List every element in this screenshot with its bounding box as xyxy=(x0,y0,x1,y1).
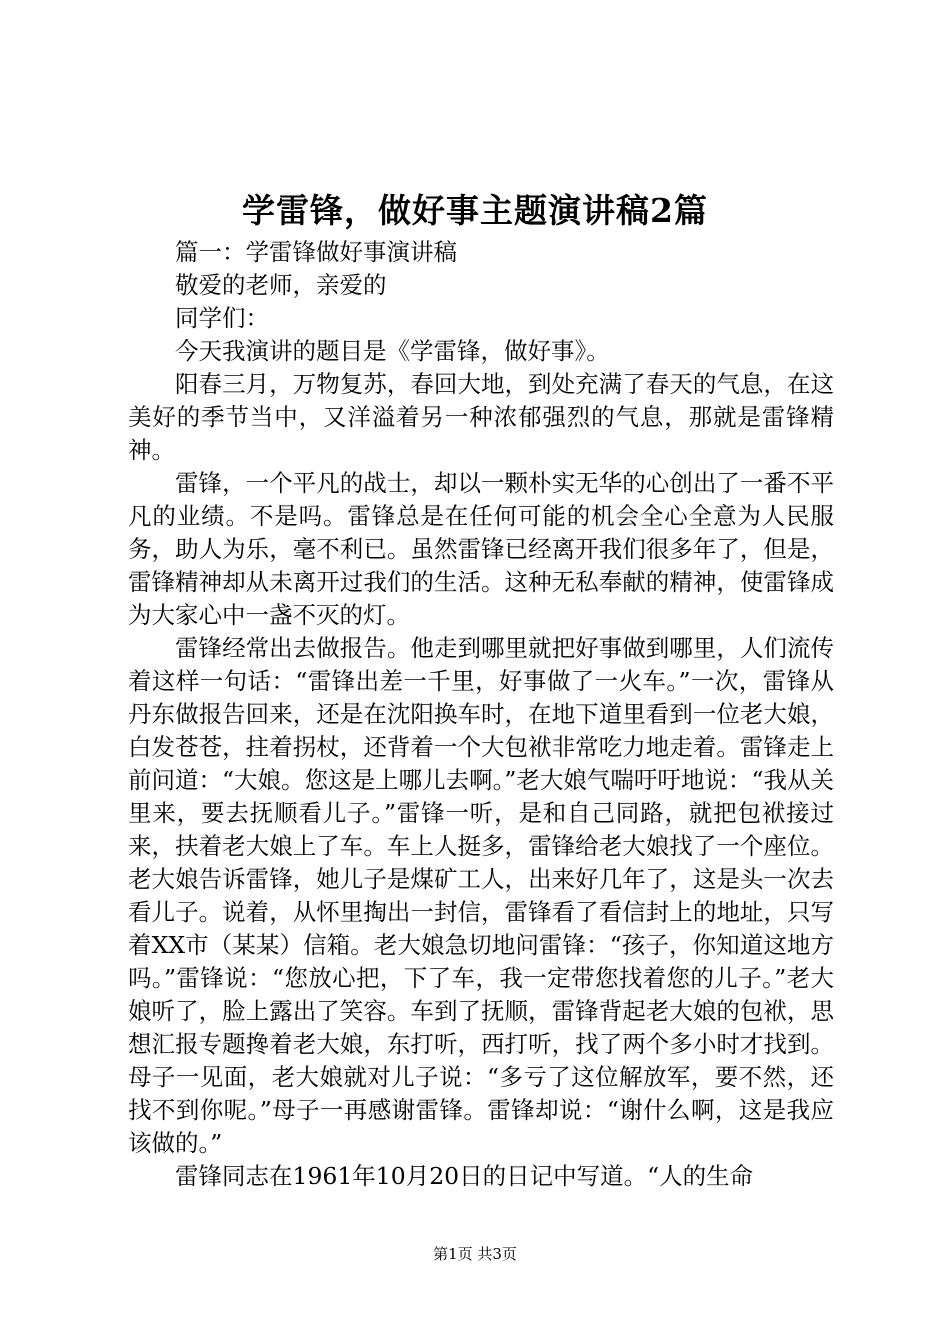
document-body xyxy=(128,236,834,1193)
paragraph: 阳春三月，万物复苏，春回大地，到处充满了春天的气息，在这美好的季节当中，又洋溢着另一种浓郁强烈的气息，那就是雷锋精神。 xyxy=(128,370,834,464)
paragraph: 雷锋，一个平凡的战士，却以一颗朴实无华的心创出了一番不平凡的业绩。不是吗。雷锋总是在任何可能的机会全心全意为人民服务，助人为乐，毫不利已。虽然雷锋已经离开我们很多年了，但是，雷锋精神却从未离开过我们的生活。这种无私奉献的精神，使雷锋成为大家心中一盏不灭的灯。 xyxy=(128,469,834,629)
paragraph: 今天我演讲的题目是《学雷锋，做好事》。 xyxy=(175,337,610,365)
paragraph: 篇一：学雷锋做好事演讲稿 xyxy=(175,238,457,266)
paragraph: 雷锋同志在1961年10月20日的日记中写道。“人的生命 xyxy=(175,1162,754,1190)
paragraph: 敬爱的老师，亲爱的 xyxy=(175,271,387,299)
page-footer: 第1页 共3页 xyxy=(433,1245,517,1263)
document-title: 学雷锋，做好事主题演讲稿2篇 xyxy=(242,191,708,230)
paragraph: 雷锋经常出去做报告。他走到哪里就把好事做到哪里，人们流传着这样一句话：“雷锋出差一千里，好事做了一火车。”一次，雷锋从丹东做报告回来，还是在沈阳换车时，在地下道里看到一位老大娘，白发苍苍，拄着拐杖，还背着一个大包袱非常吃力地走着。雷锋走上前问道：“大娘。您这是上哪儿去啊。”老大娘气喘吁吁地说：“我从关里来，要去抚顺看儿子。”雷锋一听，是和自己同路，就把包袱接过来，扶着老大娘上了车。车上人挺多，雷锋给老大娘找了一个座位。老大娘告诉雷锋，她儿子是煤矿工人，出来好几年了，这是头一次去看儿子。说着，从怀里掏出一封信，雷锋看了看信封上的地址，只写着XX市（某某）信箱。老大娘急切地问雷锋：“孩子，你知道这地方吗。”雷锋说：“您放心把，下了车，我一定带您找着您的儿子。”老大娘听了，脸上露出了笑容。车到了抚顺，雷锋背起老大娘的包袱，思想汇报专题搀着老大娘，东打听，西打听，找了两个多小时才找到。母子一见面，老大娘就对儿子说：“多亏了这位解放军，要不然，还找不到你呢。”母子一再感谢雷锋。雷锋却说：“谢什么啊，这是我应该做的。” xyxy=(128,634,834,1157)
paragraph: 同学们： xyxy=(175,304,269,332)
